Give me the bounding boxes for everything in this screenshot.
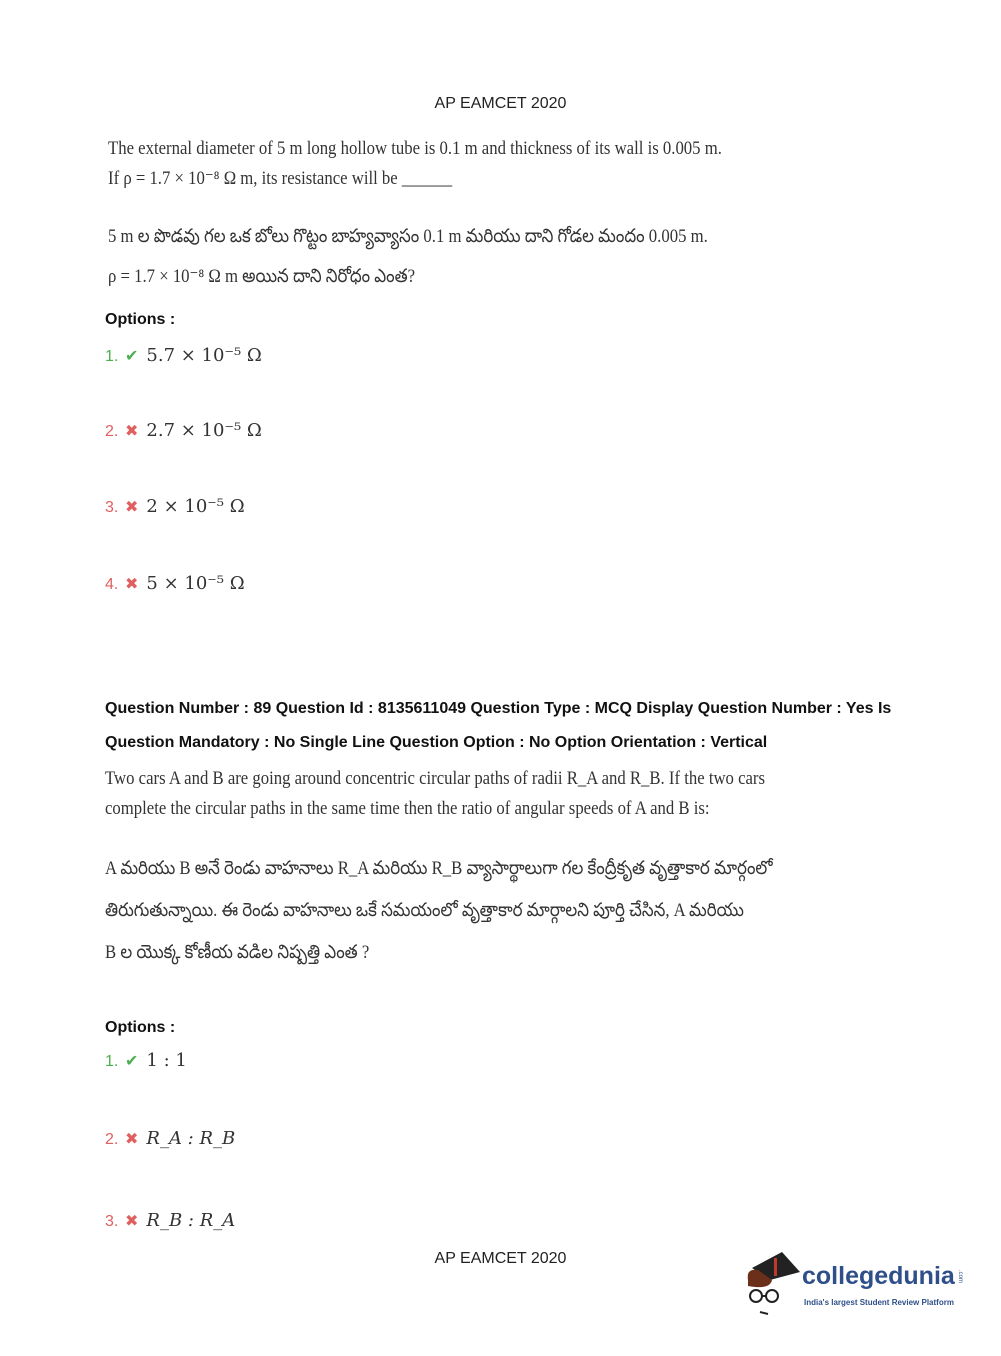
- q1-option-3: [105, 496, 245, 517]
- option-text: 2.7 × 10⁻⁵ Ω: [146, 420, 262, 441]
- q2-option-3: [105, 1210, 235, 1231]
- page-header: AP EAMCET 2020: [434, 95, 567, 112]
- cross-icon: ✖: [125, 423, 139, 440]
- q2-options-label: Options :: [105, 1019, 176, 1036]
- cross-icon: ✖: [125, 499, 139, 516]
- q2-option-2: [105, 1128, 235, 1149]
- option-text: R_B : R_A: [146, 1210, 236, 1231]
- q2-english-line-2: complete the circular paths in the same time then the ratio of angular speeds of A and B is:: [105, 798, 710, 819]
- check-icon: ✔: [125, 348, 139, 365]
- option-text: 1 : 1: [146, 1050, 187, 1071]
- q1-options-label: Options :: [105, 311, 176, 328]
- collegedunia-logo: [742, 1250, 992, 1320]
- option-number: 3.: [105, 1213, 119, 1230]
- q2-telugu-line-2: తిరుగుతున్నాయి. ఈ రెండు వాహనాలు ఒకే సమయంలో వృత్తాకార మార్గాలని పూర్తి చేసిన, A మరియు: [105, 900, 744, 921]
- option-text: R_A : R_B: [146, 1128, 236, 1149]
- option-text: 2 × 10⁻⁵ Ω: [146, 496, 245, 517]
- q2-telugu-line-3: B ల యొక్క కోణీయ వడిల నిష్పత్తి ఎంత ?: [105, 942, 370, 963]
- mascot-icon: [742, 1250, 802, 1316]
- q1-english-line-1: The external diameter of 5 m long hollow tube is 0.1 m and thickness of its wall is 0.005 m.: [108, 138, 722, 159]
- q1-telugu-line-2: ρ = 1.7 × 10⁻⁸ Ω m అయిన దాని నిరోధం ఎంత?: [108, 266, 416, 287]
- logo-tagline: India's largest Student Review Platform: [804, 1298, 954, 1307]
- option-number: 2.: [105, 423, 119, 440]
- option-number: 1.: [105, 348, 119, 365]
- option-text: 5.7 × 10⁻⁵ Ω: [146, 345, 262, 366]
- q2-metadata: Question Number : 89 Question Id : 8135611049 Question Type : MCQ Display Question Number : Yes Is Question Mandatory : No Single Line Question Option : No Option Orientation : Vertical: [105, 700, 892, 751]
- logo-wordmark: [802, 1262, 963, 1291]
- q2-option-1: [105, 1050, 187, 1071]
- check-icon: ✔: [125, 1053, 139, 1070]
- q1-option-1: [105, 345, 262, 366]
- cross-icon: ✖: [125, 576, 139, 593]
- q2-section: [105, 692, 905, 968]
- q1-english-line-2: If ρ = 1.7 × 10⁻⁸ Ω m, its resistance will be ______: [108, 168, 453, 189]
- option-number: 3.: [105, 499, 119, 516]
- q1-option-2: [105, 420, 262, 441]
- logo-suffix: .com: [956, 1270, 963, 1284]
- option-number: 4.: [105, 576, 119, 593]
- q1-telugu-line-1: 5 m ల పొడవు గల ఒక బోలు గొట్టం బాహ్యవ్యాసం 0.1 m మరియు దాని గోడల మందం 0.005 m.: [108, 226, 708, 247]
- q1-option-4: [105, 573, 245, 594]
- option-text: 5 × 10⁻⁵ Ω: [146, 573, 245, 594]
- q2-english-line-1: Two cars A and B are going around concentric circular paths of radii R_A and R_B. If the two cars: [105, 768, 766, 789]
- cross-icon: ✖: [125, 1213, 139, 1230]
- q2-telugu-line-1: A మరియు B అనే రెండు వాహనాలు R_A మరియు R_B వ్యాసార్థాలుగా గల కేంద్రీకృత వృత్తాకార మార్గంలో: [105, 858, 773, 879]
- logo-text: collegedunia: [802, 1262, 955, 1290]
- option-number: 2.: [105, 1131, 119, 1148]
- page-footer: AP EAMCET 2020: [434, 1250, 567, 1267]
- option-number: 1.: [105, 1053, 119, 1070]
- cross-icon: ✖: [125, 1131, 139, 1148]
